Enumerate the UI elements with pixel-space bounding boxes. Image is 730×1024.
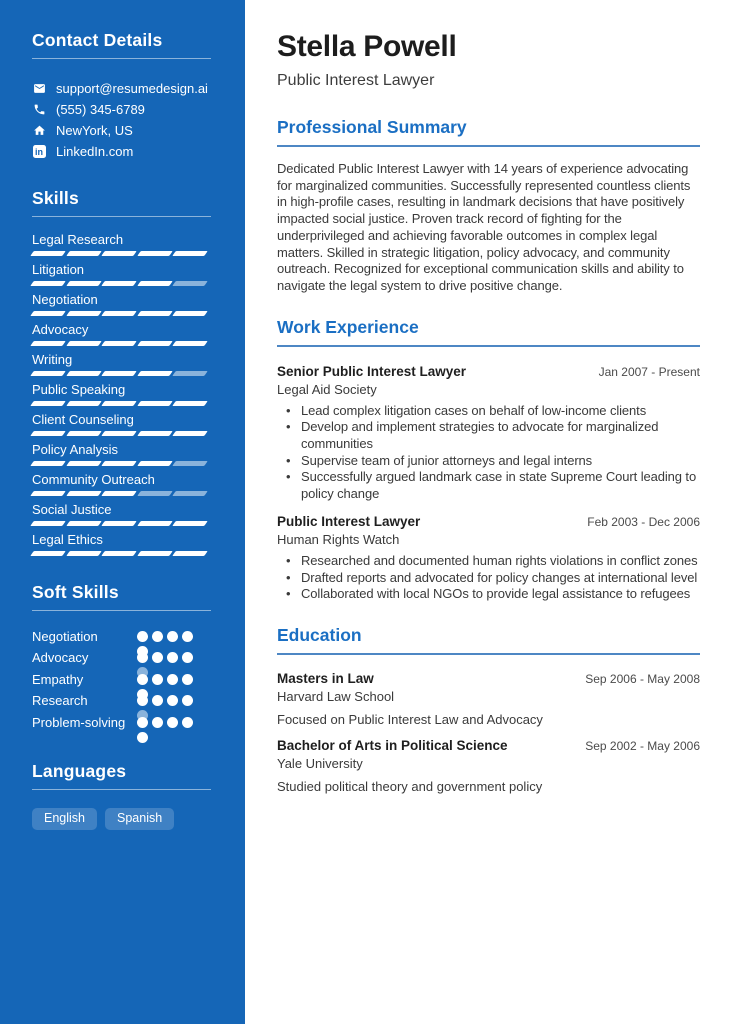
rating-dot xyxy=(137,652,148,663)
skill-label: Negotiation xyxy=(32,292,98,307)
skill-level-bar xyxy=(32,461,211,466)
job-item xyxy=(277,363,700,503)
skill-bar-segment xyxy=(30,281,65,286)
skill-bar-segment xyxy=(172,401,207,406)
job-title: Public Interest Lawyer xyxy=(277,513,421,529)
contact-item-email[interactable] xyxy=(32,78,211,99)
skill-bar-segment xyxy=(172,491,207,496)
skill-item xyxy=(32,413,211,436)
job-bullet: • Successfully argued landmark case in state Supreme Court leading to policy change xyxy=(277,469,700,502)
rating-dot xyxy=(182,717,193,728)
skill-label: Policy Analysis xyxy=(32,442,118,457)
section-divider xyxy=(32,216,211,217)
skill-level-bar xyxy=(32,521,211,526)
summary-section-title: Professional Summary xyxy=(277,117,700,147)
skill-bar-segment xyxy=(101,551,136,556)
job-bullets xyxy=(277,403,700,503)
skill-level-bar xyxy=(32,401,211,406)
language-pill: Spanish xyxy=(105,808,174,830)
experience-section xyxy=(277,317,700,603)
skill-bar-segment xyxy=(172,521,207,526)
linkedin-icon: in xyxy=(32,145,46,159)
soft-skill-item xyxy=(32,692,211,713)
skill-bar-segment xyxy=(66,341,101,346)
skill-level-bar xyxy=(32,251,211,256)
skill-bar-segment xyxy=(101,281,136,286)
contact-phone-text: (555) 345-6789 xyxy=(56,102,145,117)
skill-bar-segment xyxy=(30,431,65,436)
job-header xyxy=(277,513,700,530)
skill-level-bar xyxy=(32,491,211,496)
skill-bar-segment xyxy=(66,551,101,556)
soft-skill-dots xyxy=(137,695,197,706)
skill-bar-segment xyxy=(137,311,172,316)
skill-bar-segment xyxy=(101,371,136,376)
skill-bar-segment xyxy=(101,341,136,346)
contact-location-text: NewYork, US xyxy=(56,123,133,138)
education-school: Yale University xyxy=(277,755,363,771)
skill-bar-segment xyxy=(137,251,172,256)
skill-bar-segment xyxy=(30,491,65,496)
rating-dot xyxy=(152,674,163,685)
rating-dot xyxy=(152,695,163,706)
skill-bar-segment xyxy=(137,551,172,556)
skill-bar-segment xyxy=(101,521,136,526)
skill-bar-segment xyxy=(66,401,101,406)
job-bullet: • Researched and documented human rights violations in conflict zones xyxy=(277,553,700,570)
skill-item xyxy=(32,473,211,496)
skill-bar-segment xyxy=(66,281,101,286)
skill-bar-segment xyxy=(101,251,136,256)
skill-item xyxy=(32,533,211,556)
rating-dot xyxy=(167,631,178,642)
skills-section xyxy=(32,188,211,556)
contact-email-text: support@resumedesign.ai xyxy=(56,81,208,96)
skill-bar-segment xyxy=(66,521,101,526)
job-company: Human Rights Watch xyxy=(277,531,400,547)
soft-skill-label: Problem-solving xyxy=(32,714,126,730)
education-item xyxy=(277,737,700,795)
skill-bar-segment xyxy=(172,251,207,256)
skill-item xyxy=(32,233,211,256)
rating-dot xyxy=(182,631,193,642)
skill-bar-segment xyxy=(137,371,172,376)
skill-bar-segment xyxy=(30,371,65,376)
education-dates: Sep 2006 - May 2008 xyxy=(585,671,700,686)
summary-text: Dedicated Public Interest Lawyer with 14 years of experience advocating for marginalized communities. Successfully represented countless clients in high-profile cases, resulting in landmark decisions that have positively impacted social justice. Proven track record of fighting for the underprivileged and achieving favorable outcomes in complex legal matters. Skilled in strategic litigation, policy advocacy, and community outreach. Recognized for exceptional communication skills and ability to navigate the legal system to drive positive change. xyxy=(277,161,691,293)
soft-skill-item xyxy=(32,649,211,670)
job-bullet: • Collaborated with local NGOs to provide legal assistance to refugees xyxy=(277,586,700,603)
section-divider xyxy=(32,58,211,59)
skill-label: Legal Ethics xyxy=(32,532,103,547)
skill-bar-segment xyxy=(101,401,136,406)
summary-section xyxy=(277,117,700,295)
candidate-name: Stella Powell xyxy=(277,30,457,63)
contact-linkedin-text: LinkedIn.com xyxy=(56,144,134,159)
rating-dot xyxy=(167,652,178,663)
job-dates: Feb 2003 - Dec 2006 xyxy=(587,514,700,529)
education-note: Focused on Public Interest Law and Advocacy xyxy=(277,711,543,727)
soft-skill-dots xyxy=(137,631,197,642)
home-icon xyxy=(32,124,46,138)
skill-label: Client Counseling xyxy=(32,412,134,427)
skill-item xyxy=(32,353,211,376)
skill-bar-segment xyxy=(66,311,101,316)
skill-bar-segment xyxy=(137,281,172,286)
rating-dot xyxy=(167,717,178,728)
job-item xyxy=(277,513,700,603)
soft-skills-list xyxy=(32,628,211,735)
education-dates: Sep 2002 - May 2006 xyxy=(585,738,700,753)
skill-bar-segment xyxy=(172,431,207,436)
skill-bar-segment xyxy=(172,461,207,466)
skill-label: Advocacy xyxy=(32,322,89,337)
skill-bar-segment xyxy=(172,371,207,376)
skills-list xyxy=(32,233,211,556)
skill-bar-segment xyxy=(137,341,172,346)
language-pill: English xyxy=(32,808,97,830)
skill-item xyxy=(32,503,211,526)
skill-bar-segment xyxy=(30,341,65,346)
skill-item xyxy=(32,263,211,286)
rating-dot xyxy=(137,732,148,743)
job-bullet: • Supervise team of junior attorneys and legal interns xyxy=(277,453,700,470)
rating-dot xyxy=(137,695,148,706)
languages-section xyxy=(32,761,211,830)
contact-item-location xyxy=(32,120,211,141)
skill-bar-segment xyxy=(101,461,136,466)
experience-section-title: Work Experience xyxy=(277,317,700,347)
sidebar xyxy=(0,0,245,1024)
education-school: Harvard Law School xyxy=(277,688,395,704)
skill-bar-segment xyxy=(172,341,207,346)
soft-skill-label: Empathy xyxy=(32,671,84,687)
skill-level-bar xyxy=(32,311,211,316)
rating-dot xyxy=(152,717,163,728)
job-bullet: • Lead complex litigation cases on behalf of low-income clients xyxy=(277,403,700,420)
contact-section-title: Contact Details xyxy=(32,30,163,50)
skill-level-bar xyxy=(32,431,211,436)
skill-level-bar xyxy=(32,551,211,556)
skill-level-bar xyxy=(32,281,211,286)
education-section xyxy=(277,625,700,795)
skill-item xyxy=(32,383,211,406)
skill-bar-segment xyxy=(172,311,207,316)
phone-icon xyxy=(32,103,46,117)
soft-skills-section-title: Soft Skills xyxy=(32,582,119,602)
contact-item-phone xyxy=(32,99,211,120)
job-bullets xyxy=(277,553,700,603)
skill-bar-segment xyxy=(101,491,136,496)
skill-level-bar xyxy=(32,341,211,346)
skill-label: Social Justice xyxy=(32,502,112,517)
rating-dot xyxy=(182,695,193,706)
rating-dot xyxy=(182,674,193,685)
job-bullet: • Develop and implement strategies to advocate for marginalized communities xyxy=(277,419,700,452)
skill-bar-segment xyxy=(101,311,136,316)
soft-skill-label: Negotiation xyxy=(32,629,98,644)
skill-bar-segment xyxy=(137,461,172,466)
skill-bar-segment xyxy=(172,281,207,286)
skill-bar-segment xyxy=(30,251,65,256)
skill-bar-segment xyxy=(66,461,101,466)
skill-bar-segment xyxy=(30,551,65,556)
skill-bar-segment xyxy=(30,461,65,466)
skill-item xyxy=(32,323,211,346)
skill-item xyxy=(32,443,211,466)
skill-bar-segment xyxy=(137,491,172,496)
education-degree: Masters in Law xyxy=(277,670,374,686)
skill-label: Litigation xyxy=(32,262,85,277)
skill-bar-segment xyxy=(66,251,101,256)
education-degree: Bachelor of Arts in Political Science xyxy=(277,737,508,753)
rating-dot xyxy=(182,652,193,663)
skill-label: Public Speaking xyxy=(32,382,126,397)
main-content xyxy=(245,0,730,1024)
languages-list xyxy=(32,808,211,830)
soft-skill-item xyxy=(32,671,211,692)
contact-section xyxy=(32,30,211,162)
soft-skill-item xyxy=(32,628,211,649)
skill-bar-segment xyxy=(66,491,101,496)
skill-label: Writing xyxy=(32,352,73,367)
soft-skill-item xyxy=(32,714,211,735)
skill-bar-segment xyxy=(137,521,172,526)
candidate-role: Public Interest Lawyer xyxy=(277,72,435,89)
soft-skill-label: Advocacy xyxy=(32,650,89,666)
job-bullet: • Drafted reports and advocated for policy changes at international level xyxy=(277,570,700,587)
soft-skill-dots xyxy=(137,652,197,663)
section-divider xyxy=(32,610,211,611)
education-item xyxy=(277,670,700,728)
education-section-title: Education xyxy=(277,625,700,655)
skill-label: Community Outreach xyxy=(32,472,155,487)
skill-level-bar xyxy=(32,371,211,376)
rating-dot xyxy=(167,695,178,706)
skill-item xyxy=(32,293,211,316)
skill-bar-segment xyxy=(101,431,136,436)
contact-item-linkedin[interactable] xyxy=(32,141,211,162)
education-list xyxy=(277,670,700,795)
soft-skills-section xyxy=(32,582,211,735)
section-divider xyxy=(32,789,211,790)
skill-bar-segment xyxy=(137,401,172,406)
skill-label: Legal Research xyxy=(32,232,124,247)
soft-skill-label: Research xyxy=(32,693,88,709)
rating-dot xyxy=(152,652,163,663)
skills-section-title: Skills xyxy=(32,188,79,208)
education-header xyxy=(277,670,700,687)
contact-list xyxy=(32,78,211,162)
skill-bar-segment xyxy=(30,311,65,316)
education-header xyxy=(277,737,700,754)
skill-bar-segment xyxy=(30,401,65,406)
skill-bar-segment xyxy=(30,521,65,526)
languages-section-title: Languages xyxy=(32,760,127,781)
rating-dot xyxy=(152,631,163,642)
skill-bar-segment xyxy=(172,551,207,556)
job-header xyxy=(277,363,700,380)
rating-dot xyxy=(167,674,178,685)
job-dates: Jan 2007 - Present xyxy=(598,364,700,379)
skill-bar-segment xyxy=(66,371,101,376)
education-note: Studied political theory and government policy xyxy=(277,778,543,794)
rating-dot xyxy=(137,631,148,642)
jobs-list xyxy=(277,363,700,603)
job-title: Senior Public Interest Lawyer xyxy=(277,363,467,379)
email-icon xyxy=(32,82,46,96)
job-company: Legal Aid Society xyxy=(277,381,377,397)
skill-bar-segment xyxy=(137,431,172,436)
skill-bar-segment xyxy=(66,431,101,436)
